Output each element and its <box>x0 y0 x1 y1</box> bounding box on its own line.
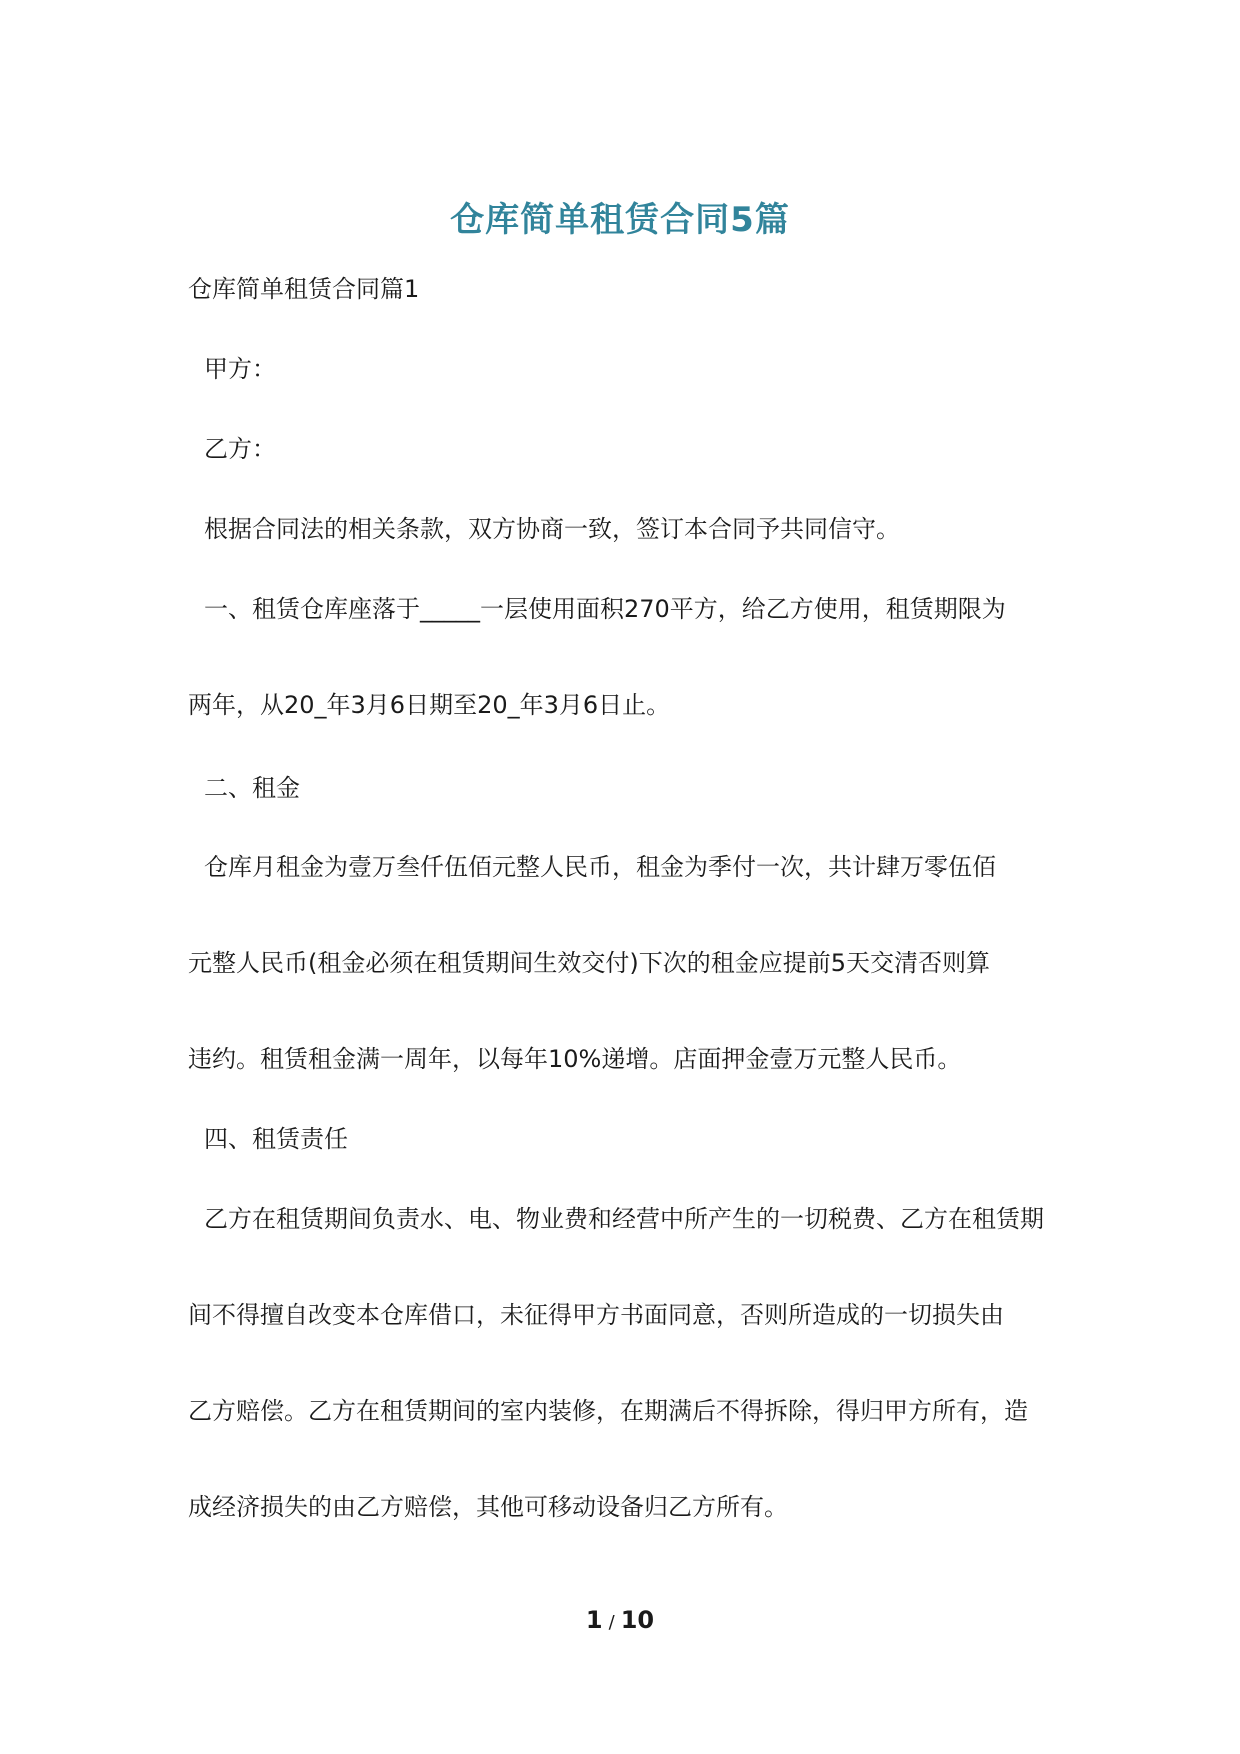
document-title: 仓库简单租赁合同5篇 <box>450 200 790 240</box>
intro-paragraph: 根据合同法的相关条款，双方协商一致，签订本合同予共同信守。 <box>204 515 900 543</box>
page-separator: / <box>608 1612 615 1633</box>
current-page: 1 <box>585 1606 603 1634</box>
party-b-line: 乙方： <box>204 435 276 463</box>
clause1-line1: 一、租赁仓库座落于_____一层使用面积270平方，给乙方使用，租赁期限为 <box>204 595 1006 623</box>
clause4-heading: 四、租赁责任 <box>204 1125 348 1153</box>
clause2-line2: 元整人民币(租金必须在租赁期间生效交付)下次的租金应提前5天交清否则算 <box>188 949 990 977</box>
clause2-line3: 违约。租赁租金满一周年，以每年10%递增。店面押金壹万元整人民币。 <box>188 1045 962 1073</box>
clause4-line2: 间不得擅自改变本仓库借口，未征得甲方书面同意，否则所造成的一切损失由 <box>188 1301 1004 1329</box>
party-a-line: 甲方： <box>204 355 276 383</box>
clause4-line3: 乙方赔偿。乙方在租赁期间的室内装修，在期满后不得拆除，得归甲方所有，造 <box>188 1397 1028 1425</box>
section-heading: 仓库简单租赁合同篇1 <box>188 275 420 303</box>
clause2-line1: 仓库月租金为壹万叁仟伍佰元整人民币，租金为季付一次，共计肆万零伍佰 <box>204 853 996 881</box>
clause2-heading: 二、租金 <box>204 774 300 802</box>
clause4-line4: 成经济损失的由乙方赔偿，其他可移动设备归乙方所有。 <box>188 1493 788 1521</box>
clause4-line1: 乙方在租赁期间负责水、电、物业费和经营中所产生的一切税费、乙方在租赁期 <box>204 1205 1044 1233</box>
clause1-line2: 两年，从20_年3月6日期至20_年3月6日止。 <box>188 691 671 719</box>
total-pages: 10 <box>620 1606 655 1634</box>
page-number <box>0 1603 1240 1640</box>
